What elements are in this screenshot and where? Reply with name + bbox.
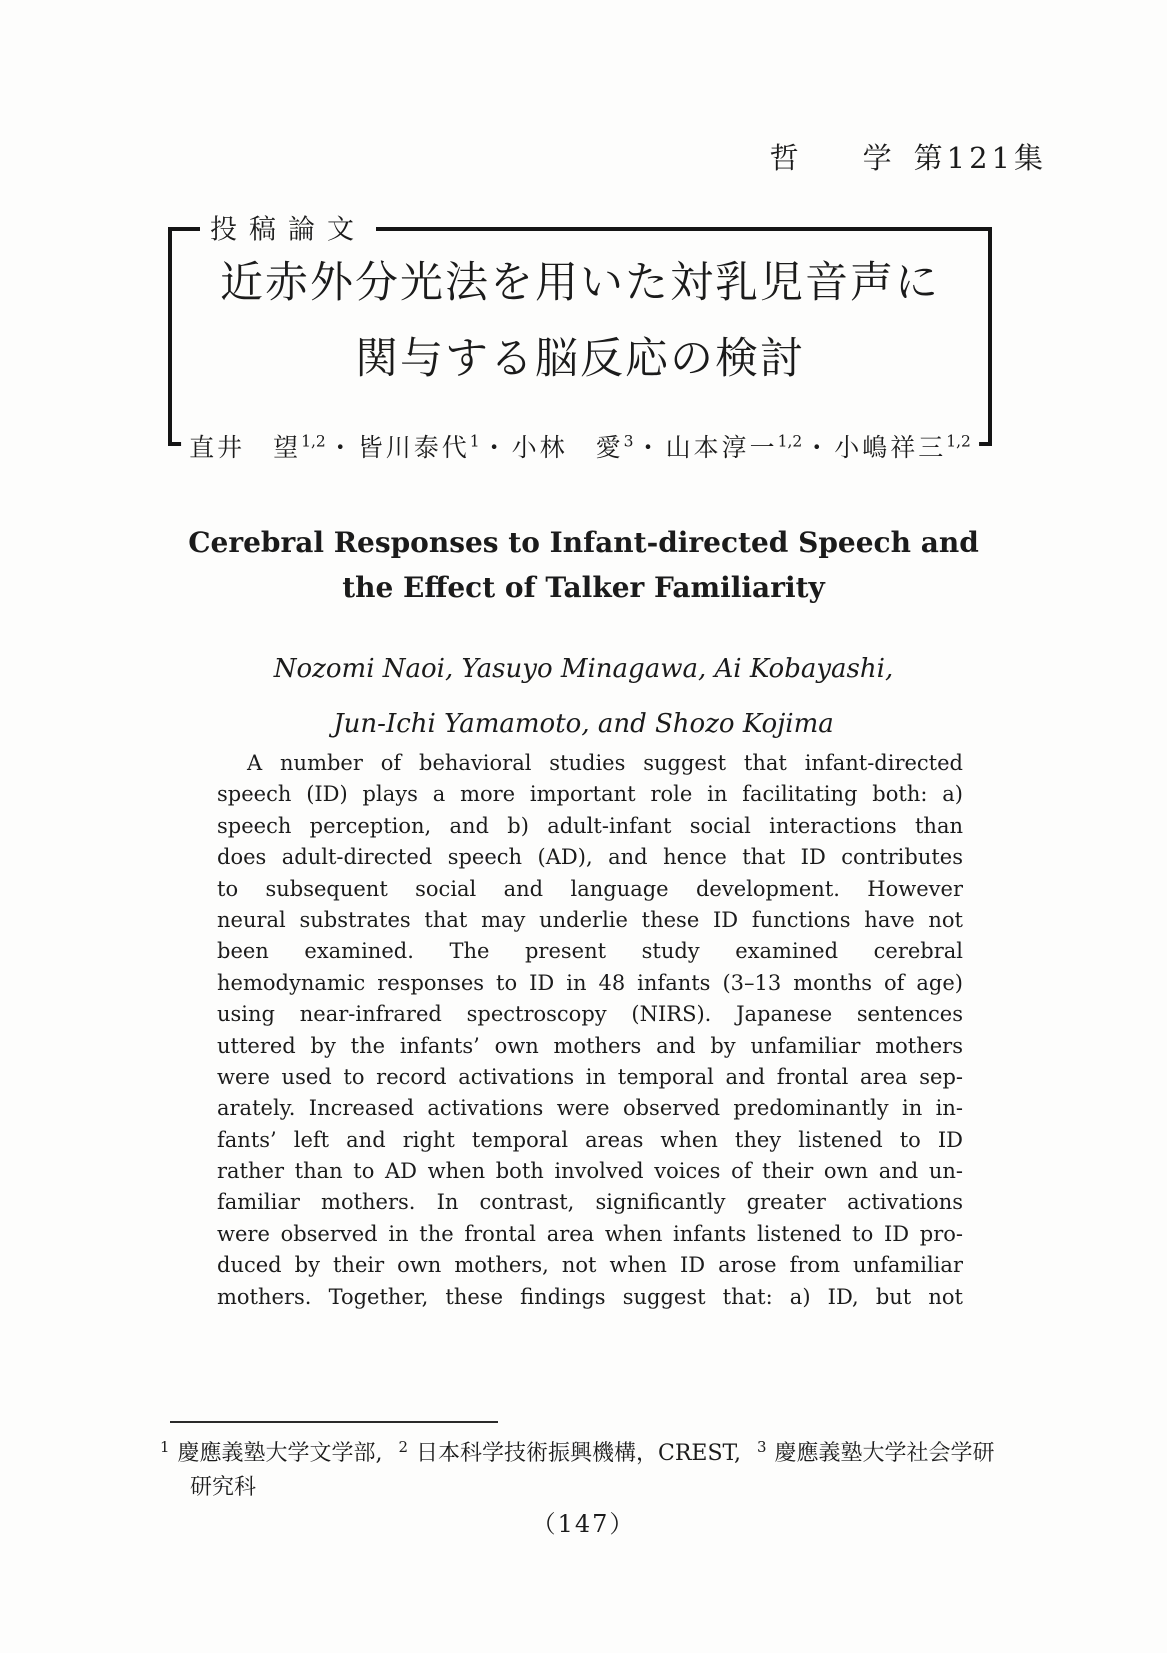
- author-separator: ・: [804, 433, 833, 462]
- footnote-rule: [170, 1421, 498, 1423]
- author-superscript: 1,2: [301, 432, 326, 451]
- abstract-line: uttered by the infants’ own mothers and by unfamiliar mothers: [217, 1033, 963, 1058]
- abstract-line: A number of behavioral studies suggest that infant-directed: [247, 751, 963, 775]
- footnote-text: 日本科学技術振興機構，CREST,: [416, 1441, 741, 1467]
- abstract-line: neural substrates that may underlie these ID functions have not: [217, 907, 963, 932]
- article-title-en-line1: Cerebral Responses to Infant-directed Speech and: [188, 526, 979, 559]
- author-separator: ・: [635, 433, 664, 462]
- abstract-line: hemodynamic responses to ID in 48 infants (3–13 months of age): [217, 970, 963, 995]
- footnote-line1: [160, 1430, 1000, 1471]
- article-title-en-line2: the Effect of Talker Familiarity: [342, 571, 825, 604]
- author-name: 小林 愛: [511, 433, 624, 462]
- author-superscript: 3: [623, 432, 634, 451]
- footnote-text: 慶應義塾大学文学部,: [177, 1441, 383, 1467]
- footnote-marker: 3: [757, 1438, 767, 1456]
- authors-en: [0, 642, 1167, 752]
- journal-name: 哲 学: [769, 141, 894, 175]
- author-superscript: 1,2: [946, 432, 971, 451]
- article-title-ja: [172, 245, 988, 397]
- abstract-paragraph: [217, 748, 963, 1313]
- article-title-box: [168, 214, 992, 462]
- abstract-line: does adult-directed speech (AD), and hence that ID contributes: [217, 845, 963, 870]
- authors-en-line1: Nozomi Naoi, Yasuyo Minagawa, Ai Kobayashi,: [273, 654, 894, 684]
- authors-ja: [181, 428, 979, 464]
- authors-en-line2: Jun-Ichi Yamamoto, and Shozo Kojima: [333, 709, 834, 739]
- author-separator: ・: [481, 433, 510, 462]
- author-name: 小嶋祥三: [834, 433, 947, 462]
- abstract-line: duced by their own mothers, not when ID arose from unfamiliar: [217, 1253, 963, 1278]
- journal-header: [0, 136, 1047, 177]
- abstract-line: using near-infrared spectroscopy (NIRS). Japanese sentences: [217, 1002, 963, 1027]
- abstract-line: to subsequent social and language development. However: [217, 876, 963, 901]
- footnote-marker: 2: [398, 1438, 409, 1456]
- article-title-en: [0, 520, 1167, 610]
- abstract-line: mothers. Together, these findings suggest that: a) ID, but not: [217, 1284, 963, 1309]
- abstract-line: fants’ left and right temporal areas when they listened to ID: [217, 1127, 963, 1152]
- author-name: 皆川泰代: [357, 433, 470, 462]
- abstract-line: familiar mothers. In contrast, significantly greater activations: [217, 1190, 963, 1215]
- author-name: 山本淳一: [665, 433, 778, 462]
- abstract-line: speech (ID) plays a more important role in facilitating both: a): [217, 782, 963, 807]
- author-name: 直井 望: [189, 433, 302, 462]
- article-title-ja-line1: 近赤外分光法を用いた対乳児音声に: [220, 258, 940, 308]
- footnote-text: 慶應義塾大学社会学研: [774, 1441, 995, 1467]
- footnote-marker: 1: [160, 1438, 170, 1456]
- article-type-label: 投稿論文: [200, 208, 376, 247]
- footnote-continuation: 研究科: [190, 1475, 257, 1501]
- abstract-line: rather than to AD when both involved voices of their own and un-: [217, 1159, 963, 1184]
- author-superscript: 1,2: [777, 432, 803, 451]
- page-number: （147）: [531, 1510, 636, 1538]
- abstract-line: speech perception, and b) adult-infant social interactions than: [217, 813, 963, 838]
- abstract-line: arately. Increased activations were observed predominantly in in-: [217, 1096, 963, 1121]
- abstract-line: were used to record activations in temporal and frontal area sep-: [217, 1064, 963, 1089]
- journal-issue: 第121集: [913, 141, 1047, 175]
- footnote: [160, 1430, 1000, 1505]
- author-superscript: 1: [469, 432, 480, 451]
- article-title-ja-line2: 関与する脳反応の検討: [355, 334, 805, 384]
- abstract-line: been examined. The present study examined cerebral: [217, 939, 963, 964]
- author-separator: ・: [327, 433, 356, 462]
- abstract-line: were observed in the frontal area when infants listened to ID pro-: [217, 1221, 963, 1246]
